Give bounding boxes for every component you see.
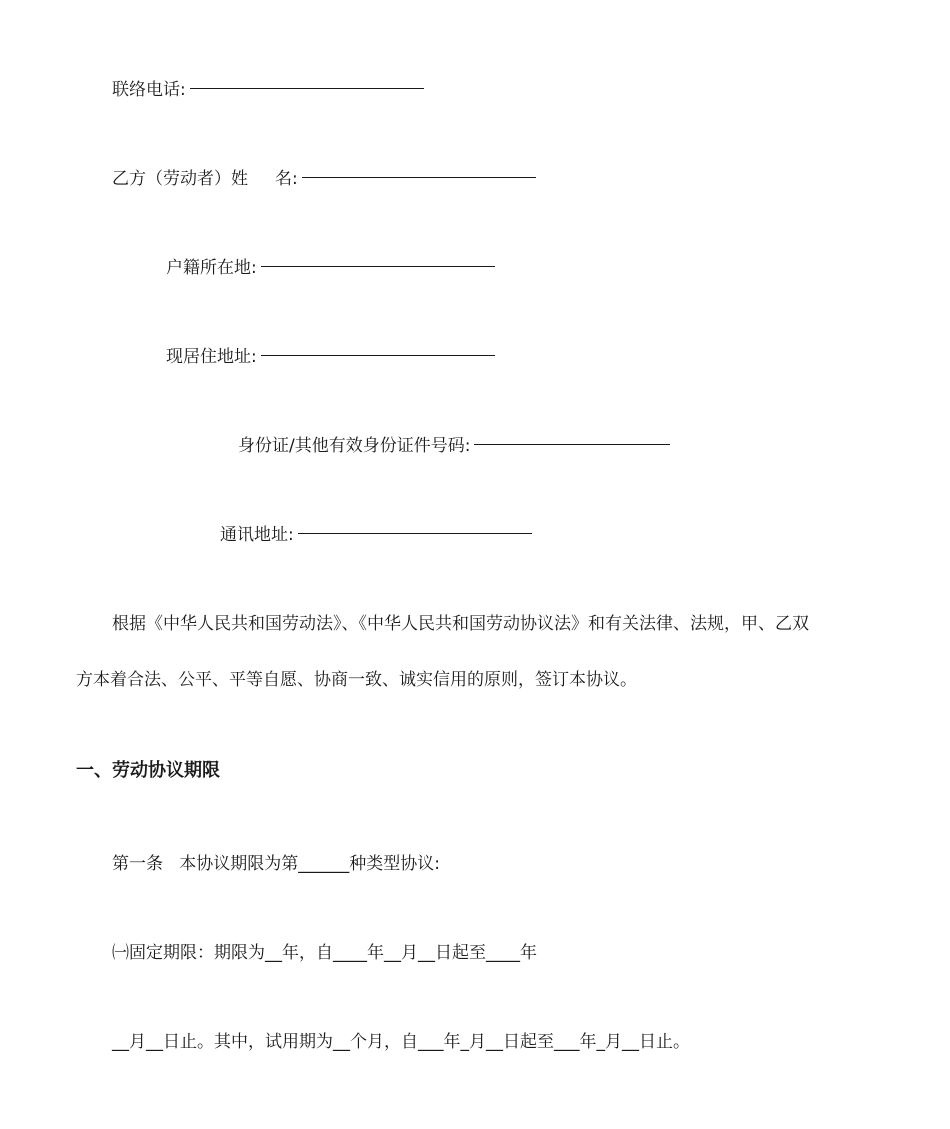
current-address-label: 现居住地址:	[166, 347, 257, 367]
contact-phone-field	[112, 78, 424, 102]
mailing-address-field	[220, 523, 532, 547]
household-register-label: 户籍所在地:	[166, 258, 257, 278]
id-number-field	[238, 434, 670, 458]
id-number-label: 身份证/其他有效身份证件号码:	[238, 436, 471, 456]
current-address-field	[166, 345, 495, 369]
article-1-text: 第一条 本协议期限为第______种类型协议:	[112, 854, 440, 874]
household-register-blank	[261, 266, 495, 267]
current-address-blank	[261, 355, 495, 356]
contact-phone-blank	[190, 88, 424, 89]
section-1-heading: 一、劳动协议期限	[76, 760, 220, 781]
party-b-name-field	[112, 167, 536, 191]
party-b-name-label: 乙方（劳动者）姓 名:	[112, 169, 298, 189]
mailing-address-blank	[298, 533, 532, 534]
id-number-blank	[474, 444, 670, 445]
contact-phone-label: 联络电话:	[112, 80, 186, 100]
preamble-line-1: 根据《中华人民共和国劳动法》、《中华人民共和国劳动协议法》和有关法律、法规，甲、乙双	[112, 614, 809, 634]
household-register-field	[166, 256, 495, 280]
preamble-line-2: 方本着合法、公平、平等自愿、协商一致、诚实信用的原则，签订本协议。	[76, 670, 637, 690]
mailing-address-label: 通讯地址:	[220, 525, 294, 545]
fixed-term-line-1: ㈠固定期限：期限为__年，自____年__月__日起至____年	[112, 943, 537, 963]
party-b-name-blank	[302, 177, 536, 178]
fixed-term-line-2: __月__日止。其中，试用期为__个月，自___年_月__日起至___年_月__日止。	[112, 1032, 690, 1052]
